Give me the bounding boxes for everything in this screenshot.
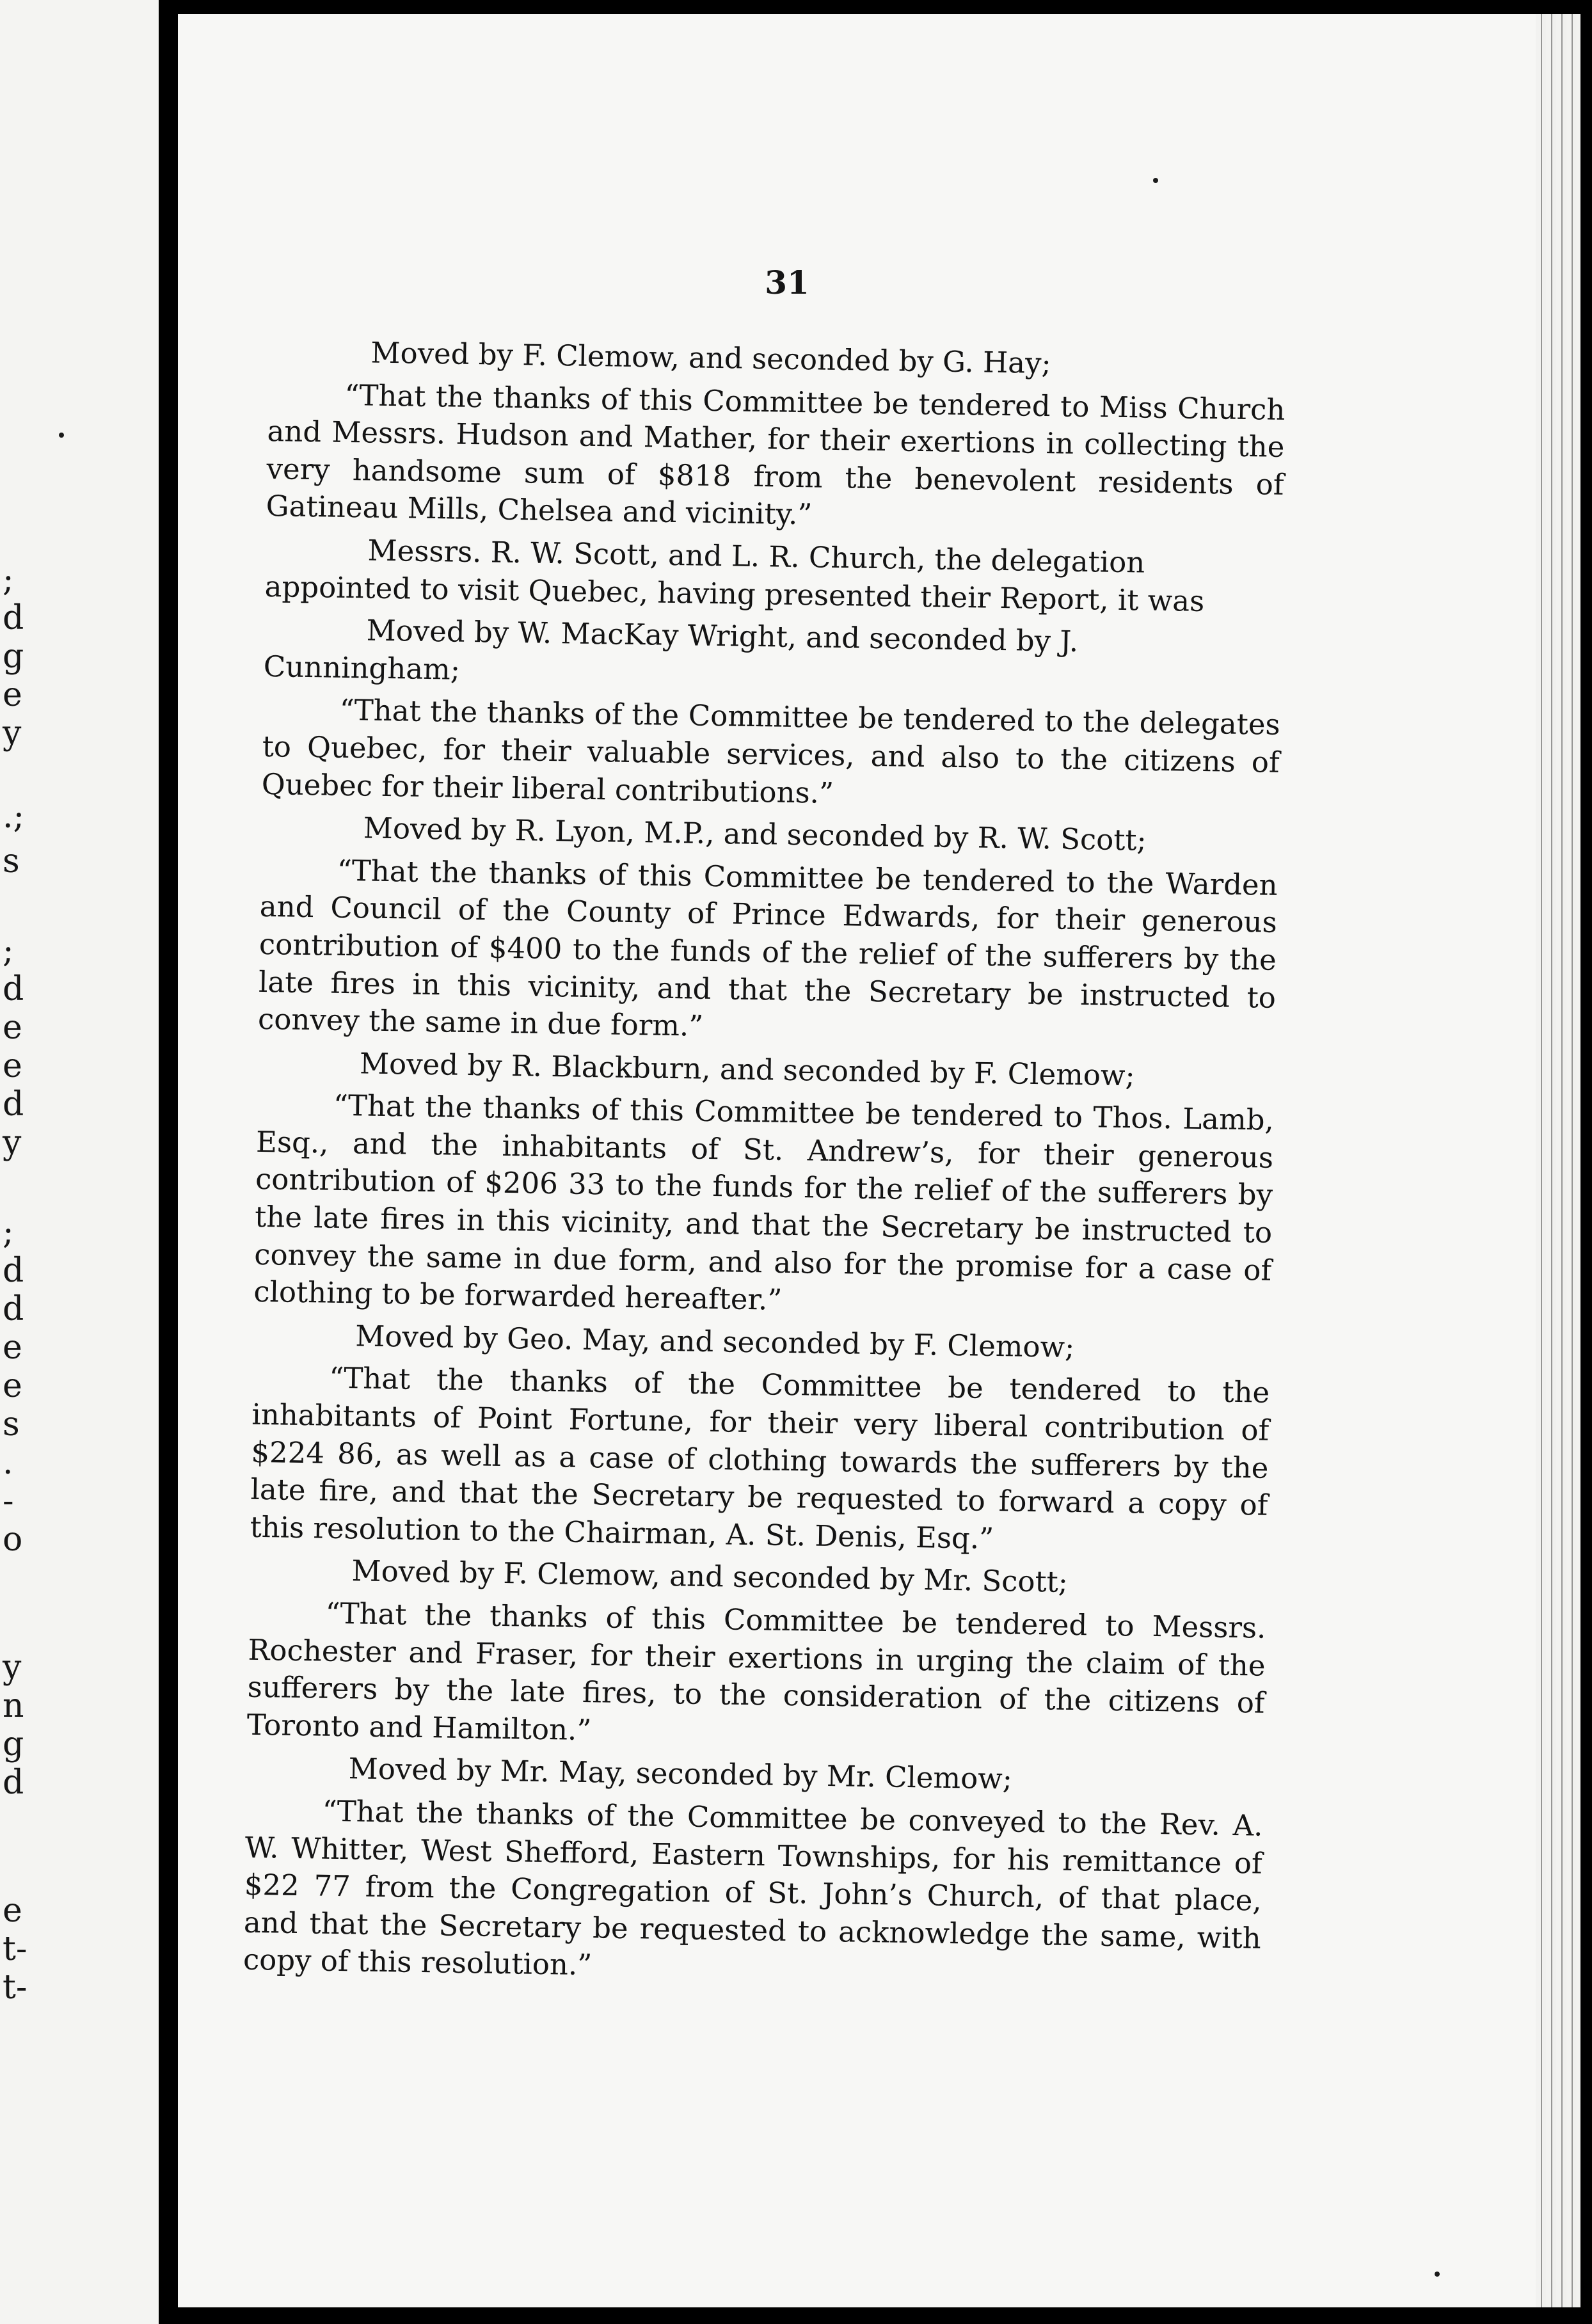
resolution-paragraph: “That the thanks of this Committee be tendered to the Warden and Council of the County of Prince Edwards, for their generous contribution of $400 to the funds of the relief of the sufferers by the late fires in this vicinity, and that the Secretary be instructed to convey the same in due form.” — [257, 853, 1278, 1043]
fragment-line: t- — [3, 1968, 28, 2007]
resolution-paragraph: “That the thanks of the Committee be tendered to the inhabitants of Point Fortune, for their very liberal contribution of $224 86, as well as a case of clothing towards the sufferers by the late fire, and that the Secretary be requested to forward a copy of this resolution to the Chairman, A. St. Denis, Esq.” — [250, 1361, 1270, 1556]
fragment-line: ; — [3, 1213, 14, 1252]
fragment-line: y — [3, 1648, 22, 1687]
fragment-line: d — [3, 970, 24, 1008]
resolution-paragraph: “That the thanks of this Committee be tendered to Messrs. Rochester and Fraser, for their exertions in urging the claim of the sufferers by the late fires, to the consideration of the citizens of Toronto and Hamilton.” — [246, 1596, 1266, 1747]
fragment-line: ; — [3, 932, 14, 970]
resolution-paragraph: “That the thanks of this Committee be tendered to Miss Church and Messrs. Hudson and Mather, for their exertions in collecting the very handsome sum of $818 from the benevolent residents of Gatineau Mills, Chelsea and vicinity.” — [266, 378, 1286, 532]
resolution-paragraph: “That the thanks of the Committee be tendered to the delegates to Quebec, for their valuable services, and also to the citizens of Quebec for their liberal contributions.” — [261, 693, 1280, 810]
fragment-line: n — [3, 1687, 24, 1725]
fragment-line: o — [3, 1520, 23, 1559]
fragment-line: g — [3, 1725, 24, 1763]
fragment-line: e — [3, 1891, 22, 1930]
body-text — [243, 333, 1286, 2000]
motion-paragraph: Moved by F. Clemow, and seconded by Mr. Scott; — [351, 1554, 1069, 1600]
ink-speck — [59, 433, 64, 438]
ink-speck — [1435, 2272, 1440, 2277]
fragment-line: y — [3, 1124, 22, 1162]
fragment-line: e — [3, 1328, 22, 1367]
fragment-line: s — [3, 1405, 20, 1444]
fragment-line: - — [3, 1482, 14, 1520]
fragment-line: d — [3, 599, 24, 637]
motion-paragraph: Moved by Geo. May, and seconded by F. Clemow; — [354, 1319, 1075, 1364]
motion-paragraph: Messrs. R. W. Scott, and L. R. Church, the delegation appointed to visit Quebec, having presented their Report, it was — [264, 533, 1205, 618]
fragment-line: e — [3, 676, 22, 714]
fragment-line: e — [3, 1367, 22, 1405]
motion-paragraph: Moved by W. MacKay Wright, and seconded by J. Cunningham; — [263, 613, 1079, 687]
fragment-line: d — [3, 1290, 24, 1328]
fragment-line: y — [3, 714, 22, 752]
motion-paragraph: Moved by Mr. May, seconded by Mr. Clemow; — [348, 1751, 1013, 1796]
resolution-paragraph: “That the thanks of this Committee be tendered to Thos. Lamb, Esq., and the inhabitants of St. Andrew’s, for their generous contribution of $206 33 to the funds for the relief of the sufferers by the late fires in this vicinity, and that the Secretary be instructed to convey the same in due form, and also for the promise for a case of clothing to be forwarded hereafter.” — [253, 1088, 1275, 1317]
fragment-line: d — [3, 1085, 24, 1124]
fragment-line: t- — [3, 1930, 28, 1968]
fragment-line: e — [3, 1008, 22, 1047]
fragment-line: ; — [3, 561, 14, 599]
fragment-line: . — [3, 1444, 13, 1482]
fragment-line: d — [3, 1252, 24, 1290]
fragment-line: s — [3, 842, 20, 880]
adjacent-page-fragment — [0, 0, 159, 2324]
fragment-line: d — [3, 1763, 24, 1802]
page-number: 31 — [765, 264, 809, 301]
motion-paragraph: Moved by R. Lyon, M.P., and seconded by R. W. Scott; — [363, 811, 1147, 857]
motion-paragraph: Moved by F. Clemow, and seconded by G. Hay; — [370, 335, 1052, 381]
ink-speck — [1153, 178, 1158, 183]
page-edges — [1536, 14, 1580, 2307]
fragment-line: .; — [3, 797, 25, 836]
fragment-line: g — [3, 637, 24, 676]
resolution-paragraph: “That the thanks of the Committee be conveyed to the Rev. A. W. Whitter, West Shefford, Eastern Townships, for his remittance of $22 77 from the Congregation of St. John’s Church, of that place, and that the Secretary be requested to acknowledge the same, with copy of this resolution.” — [243, 1794, 1263, 1982]
motion-paragraph: Moved by R. Blackburn, and seconded by F. Clemow; — [359, 1046, 1136, 1093]
fragment-line: e — [3, 1047, 22, 1085]
